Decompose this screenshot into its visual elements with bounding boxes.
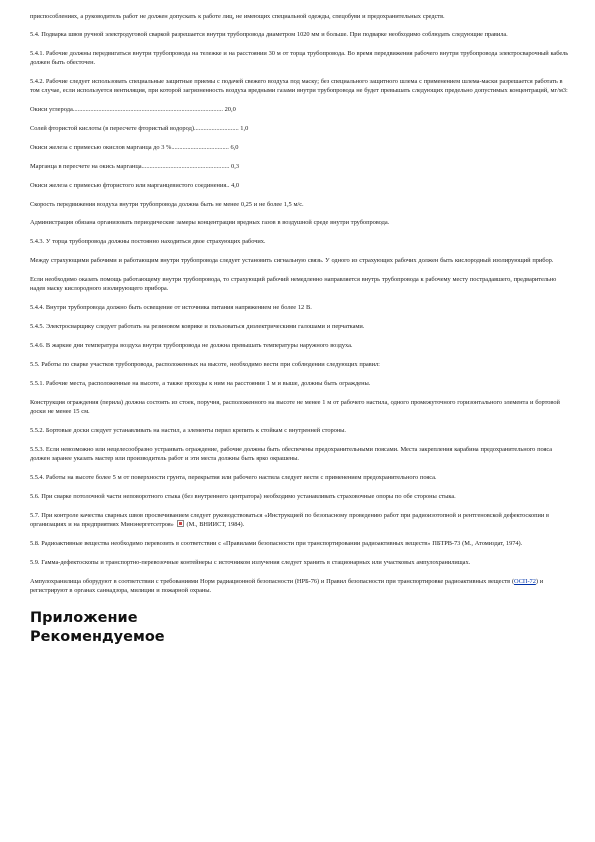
- paragraph-5-4-3: 5.4.3. У торца трубопровода должны постоянно находиться двое страхующих рабочих.: [30, 238, 266, 245]
- document-page: [30, 12, 570, 647]
- ampoule-storage-text: Ампулохранилища оборудуют в соответствии с требованиями Норм радиационной безопасности (НРБ-76) и Правил безопасности при транспортировке радиоактивных веществ (: [30, 578, 515, 585]
- paragraph-air-speed: Скорость передвижения воздуха внутри трубопровода должна быть не менее 0,25 и не более 1,5 м/с.: [30, 201, 304, 208]
- osp-72-link[interactable]: ОСП-72: [514, 578, 536, 585]
- paragraph-signal-link: Между страхующими рабочими и работающим внутри трубопровода следует установить сигнальную связь. У одного из страхующих рабочих должен быть кислородный изолирующий прибор.: [30, 257, 554, 264]
- paragraph-5-5-1: 5.5.1. Рабочие места, расположенные на высоте, а также проходы к ним на расстоянии 1 м и выше, должны быть ограждены.: [30, 380, 371, 387]
- broken-image-icon[interactable]: [177, 520, 184, 527]
- paragraph-5-4-5: 5.4.5. Электросварщику следует работать на резиновом коврике и пользоваться диэлектрическими галошами и перчатками.: [30, 323, 365, 330]
- ampoule-storage-text-end: ) и регистрируют в органах саннадзора, милиции и пожарной охраны.: [30, 578, 544, 594]
- paragraph-5-5-3: 5.5.3. Если невозможно или нецелесообразно устраивать ограждение, рабочие должны быть обеспечены предохранительными поясами. Места закрепления карабина предохранительного пояса должен заранее указать мастер или производитель работ и эти места должны быть ярко окрашены.: [30, 446, 553, 462]
- paragraph-5-7-text: 5.7. При контроле качества сварных швов просвечиванием следует руководствоваться «Инструкцией по безопасному проведению работ при радиоизотопной и рентгеновской дефектоскопии в организациях и на предприятиях Минэнергетсетроя»: [30, 512, 550, 528]
- paragraph-gas-measurements: Администрация обязана организовать периодические замеры концентрации вредных газов в воздушной среде внутри трубопровода.: [30, 219, 390, 226]
- appendix-subheading: Рекомендуемое: [30, 629, 165, 645]
- paragraph-5-4-1: 5.4.1. Рабочие должны передвигаться внутри трубопровода на тележке и на расстоянии 30 м от торца трубопровода. Во время передвижения рабочего внутри трубопровода электросварочный кабель должен быть обесточен.: [30, 50, 569, 66]
- paragraph-5-4-4: 5.4.4. Внутри трубопровода должно быть освещение от источника питания напряжением не более 12 В.: [30, 304, 312, 311]
- paragraph-5-4-2: 5.4.2. Рабочие следует использовать специальные защитные приемы с подачей свежего воздуха под маску; без специального защитного шлема с применением шлема-маски разрешается работать в том случае, если используется вентиляция, при которой загрязненность воздуха вредными газами внутри трубопровода не будет превышать следующих предельно допустимых концентраций, мг/м3:: [30, 78, 568, 94]
- paragraph-5-4: 5.4. Подварка швов ручной электродуговой сваркой разрешается внутри трубопровода диаметром 1020 мм и больше. При подварке необходимо соблюдать следующие правила.: [30, 31, 508, 38]
- paragraph-5-5: 5.5. Работы по сварке участков трубопровода, расположенных на высоте, необходимо вести при соблюдении следующих правил:: [30, 361, 380, 368]
- concentration-manganese: Марганца в пересчете на окись марганца....................................................... 0,3: [30, 163, 240, 170]
- concentration-iron-oxide-fluoride: Окиси железа с примесью фтористого или марганцевистого соединения.. 4,0: [30, 182, 240, 189]
- paragraph-5-9: 5.9. Гамма-дефектоскопы и транспортно-перевозочные контейнеры с источником излучения следует хранить в стационарных или участковых ампулохранилищах.: [30, 559, 471, 566]
- paragraph-5-6: 5.6. При сварке потолочной части неповоротного стыка (без внутреннего центратора) необходимо устанавливать страховочные опоры по обе стороны стыка.: [30, 493, 456, 500]
- paragraph-5-7: [30, 511, 570, 529]
- paragraph-railing: Конструкция ограждения (перила) должна состоять из стоек, поручня, расположенного на высоте не менее 1 м от рабочего настила, одного промежуточного горизонтального элемента и бортовой доски не менее 15 см.: [30, 399, 560, 415]
- paragraph-ampoule-storage: [30, 577, 570, 595]
- paragraph-5-4-6: 5.4.6. В жаркие дни температура воздуха внутри трубопровода не должна превышать температуры наружного воздуха.: [30, 342, 353, 349]
- paragraph-5-8: 5.8. Радиоактивные вещества необходимо перевозить в соответствии с «Правилами безопасности при транспортировании радиоактивных веществ» ПБТРВ-73 (М., Атомиздат, 1974).: [30, 540, 523, 547]
- concentration-fluoride-salts: Солей фтористой кислоты (в пересчете фтористый водород)............................ 1,0: [30, 125, 249, 132]
- paragraph-5-5-2: 5.5.2. Бортовые доски следует устанавливать на настил, а элементы перил крепить к стойкам с внутренней стороны.: [30, 427, 346, 434]
- paragraph-5-7-source: (М., ВНИИСТ, 1984).: [186, 521, 245, 528]
- paragraph-5-5-4: 5.5.4. Работы на высоте более 5 м от поверхности грунта, перекрытия или рабочего настила следует вести с применением предохранительного пояса.: [30, 474, 437, 481]
- appendix-heading: Приложение: [30, 610, 138, 626]
- paragraph-assistance: Если необходимо оказать помощь работающему внутри трубопровода, то страхующий рабочий немедленно направляется внутрь трубопровода к рабочему месту пострадавшего, предварительно надев маску кислородного изолирующего прибора.: [30, 276, 557, 292]
- concentration-iron-oxide-manganese: Окиси железа с примесью окислов марганца до 3 %.................................... 6,0: [30, 144, 239, 151]
- concentration-carbon-monoxide: Окиси углерода.............................................................................................. 20,0: [30, 106, 236, 113]
- paragraph-intro: приспособлениях, а руководитель работ не должен допускать к работе лиц, не имеющих специальной одежды, спецобуви и предохранительных средств.: [30, 13, 445, 20]
